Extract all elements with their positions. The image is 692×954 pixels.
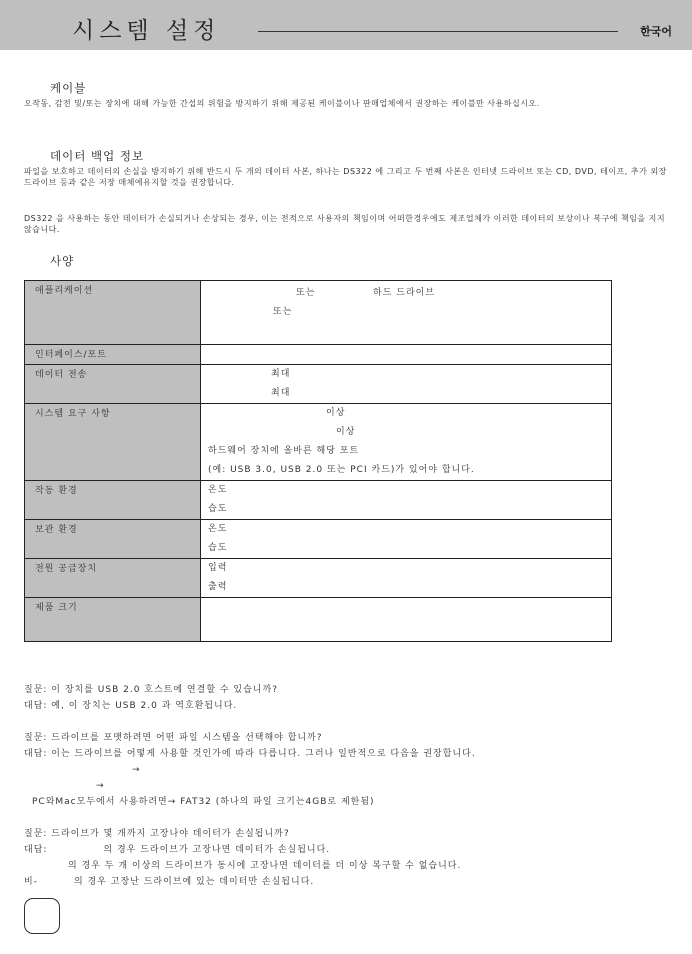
spec-label: 전원 공급장치 — [25, 559, 201, 598]
spec-value-line: 또는 — [273, 307, 293, 317]
spec-label: 시스템 요구 사항 — [25, 404, 201, 481]
spec-value — [201, 281, 612, 345]
spec-value — [201, 365, 612, 404]
spec-value-line: 최대 — [271, 369, 291, 379]
spec-value-line: 온도 — [208, 524, 228, 534]
spec-value-line: 최대 — [271, 388, 291, 398]
backup-paragraph-2: DS322 을 사용하는 동안 데이터가 손실되거나 손상되는 경우, 이는 전적으로 사용자의 책임이며 어떠한경우에도 제조업체가 이러한 데이터의 보상이나 복구에 책임을 지지 않습니다. — [24, 214, 666, 234]
spec-value — [201, 520, 612, 559]
spec-label: 작동 환경 — [25, 481, 201, 520]
spec-value — [201, 345, 612, 365]
faq-filesystem — [24, 730, 684, 810]
spec-label: 애플리케이션 — [25, 281, 201, 345]
faq-question: 질문: 드라이브가 몇 개까지 고장나야 데이터가 손실됩니까? — [24, 829, 290, 839]
spec-value-line: (예: USB 3.0, USB 2.0 또는 PCI 카드)가 있어야 합니다. — [208, 465, 475, 475]
faq-answer-text: 의 경우 고장난 드라이브에 있는 데이터만 손실됩니다. — [73, 877, 315, 887]
faq-answer-line — [24, 874, 684, 890]
arrow-icon: → — [132, 765, 141, 775]
spec-row-size — [25, 598, 612, 642]
spec-value-line: 또는 — [296, 288, 316, 298]
spec-value — [201, 404, 612, 481]
spec-row-interface — [25, 345, 612, 365]
faq-answer: 대답: 이는 드라이브를 어떻게 사용할 것인가에 따라 다릅니다. 그러나 일반적으로 다음을 권장합니다. — [24, 749, 476, 759]
cable-heading: 케이블 — [50, 81, 87, 95]
spec-label: 보관 환경 — [25, 520, 201, 559]
spec-label: 데이터 전송 — [25, 365, 201, 404]
page-number-box — [24, 898, 60, 934]
spec-value-line: 하드웨어 장치에 올바른 해당 포트 — [208, 446, 360, 456]
backup-paragraph-1: 파일을 보호하고 데이터의 손실을 방지하기 위해 반드시 두 개의 데이터 사본, 하나는 DS322 에 그리고 두 번째 사본은 인터넷 드라이브 또는 CD, DVD, 테이프, 추가 외장 드라이브 등과 같은 저장 매체에유지할 것을 권장합니다. — [24, 167, 667, 187]
faq-answer-prefix: 대답: — [24, 845, 48, 855]
spec-value — [201, 559, 612, 598]
page-title: 시스템 설정 — [72, 18, 221, 44]
faq-answer-prefix: 비- — [24, 877, 38, 887]
faq-answer-pc-mac: PC와Mac모두에서 사용하려면→ FAT32 (하나의 파일 크기는4GB로 제한됨) — [32, 797, 375, 807]
cable-text: 오작동, 감전 및/또는 장치에 대해 가능한 간섭의 위험을 방지하기 위해 제공된 케이블이나 판매업체에서 권장하는 케이블만 사용하십시오. — [24, 99, 540, 108]
spec-value-line: 하드 드라이브 — [373, 288, 436, 298]
faq-answer: 대답: 예, 이 장치는 USB 2.0 과 역호환됩니다. — [24, 701, 238, 711]
spec-value-line: 온도 — [208, 485, 228, 495]
spec-value — [201, 481, 612, 520]
faq-question: 질문: 드라이브를 포맷하려면 어떤 파일 시스템을 선택해야 합니까? — [24, 733, 323, 743]
language-label: 한국어 — [640, 25, 672, 38]
spec-value-line: 습도 — [208, 543, 228, 553]
spec-value-line: 이상 — [326, 408, 346, 418]
spec-value — [201, 598, 612, 642]
backup-heading: 데이터 백업 정보 — [50, 149, 145, 163]
spec-value-line: 습도 — [208, 504, 228, 514]
header-bar — [0, 0, 692, 50]
spec-table — [24, 280, 612, 642]
spec-value-line: 이상 — [336, 427, 356, 437]
faq-answer-text: 의 경우 드라이브가 고장나면 데이터가 손실됩니다. — [103, 845, 331, 855]
spec-value-line: 입력 — [208, 563, 228, 573]
spec-row-transfer — [25, 365, 612, 404]
spec-row-operating-env — [25, 481, 612, 520]
arrow-icon: → — [96, 781, 105, 791]
specs-heading: 사양 — [50, 254, 75, 268]
spec-row-power — [25, 559, 612, 598]
faq-usb — [24, 682, 684, 714]
spec-row-storage-env — [25, 520, 612, 559]
faq-answer — [24, 842, 684, 858]
spec-value-line: 출력 — [208, 582, 228, 592]
faq-failure — [24, 826, 684, 890]
spec-label: 인터페이스/포트 — [25, 345, 201, 365]
spec-label: 제품 크기 — [25, 598, 201, 642]
spec-row-application — [25, 281, 612, 345]
faq-answer-line: 의 경우 두 개 이상의 드라이브가 동시에 고장나면 데이터를 더 이상 복구할 수 없습니다. — [68, 861, 462, 871]
header-divider — [258, 31, 618, 32]
faq-question: 질문: 이 장치를 USB 2.0 호스트에 연결할 수 있습니까? — [24, 685, 278, 695]
spec-row-system-requirements — [25, 404, 612, 481]
